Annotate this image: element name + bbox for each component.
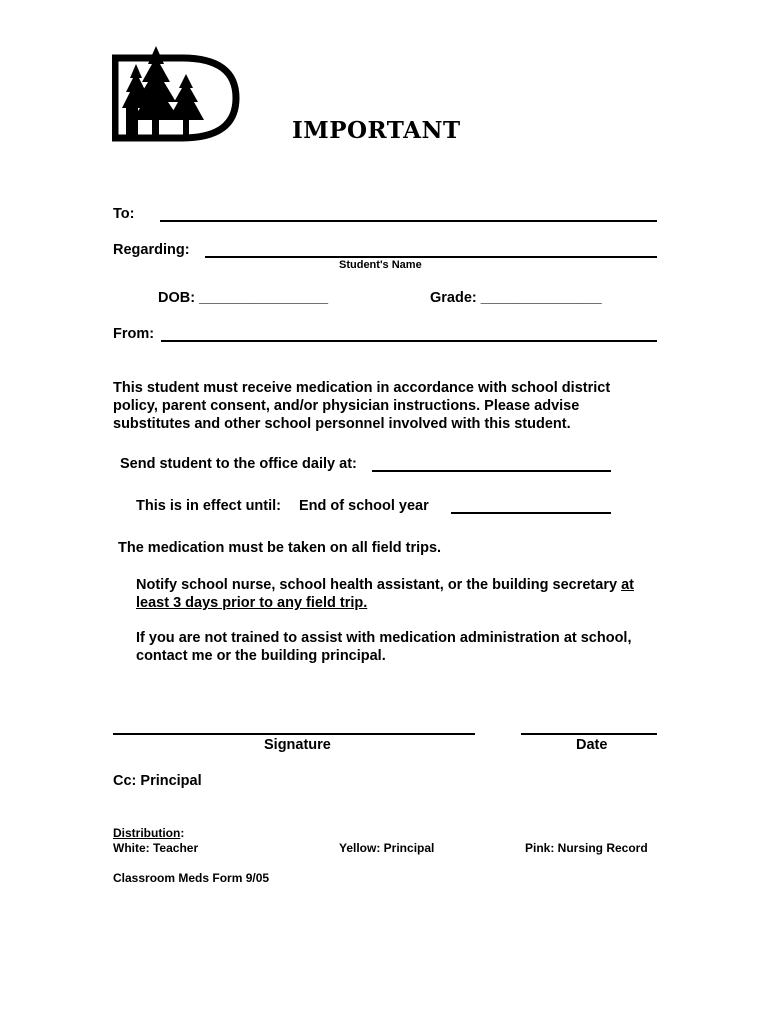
date-line[interactable] <box>521 733 657 735</box>
form-id: Classroom Meds Form 9/05 <box>113 871 270 885</box>
distribution-label-text: Distribution <box>113 826 181 840</box>
regarding-label: Regarding: <box>113 242 190 258</box>
trained-paragraph <box>136 629 632 665</box>
date-label: Date <box>576 737 608 753</box>
signature-line[interactable] <box>113 733 475 735</box>
notify-line-1-underlined: at <box>621 577 634 593</box>
distribution-label-colon: : <box>180 826 185 840</box>
trained-line-1: If you are not trained to assist with medication administration at school, <box>136 630 632 646</box>
to-label: To: <box>113 206 135 222</box>
field-trips-note: The medication must be taken on all field trips. <box>118 540 442 556</box>
effect-label: This is in effect until: <box>136 498 282 514</box>
cc-principal: Cc: Principal <box>113 773 202 789</box>
signature-label: Signature <box>264 737 331 753</box>
intro-line-2: policy, parent consent, and/or physician instructions. Please advise <box>113 398 580 414</box>
effect-value: End of school year <box>299 498 429 514</box>
regarding-line[interactable] <box>205 256 657 258</box>
student-name-caption: Student's Name <box>339 259 422 271</box>
effect-date-line[interactable] <box>451 512 611 514</box>
from-line[interactable] <box>161 340 657 342</box>
distribution-label <box>113 826 184 840</box>
distribution-white: White: Teacher <box>113 841 199 855</box>
intro-line-3: substitutes and other school personnel involved with this student. <box>113 416 571 432</box>
intro-paragraph <box>113 379 610 433</box>
dob-field[interactable]: DOB: ________________ <box>158 290 329 306</box>
notify-paragraph <box>136 576 634 612</box>
to-line[interactable] <box>160 220 657 222</box>
notify-line-2: least 3 days prior to any field trip. <box>136 595 368 611</box>
from-label: From: <box>113 326 155 342</box>
office-time-line[interactable] <box>372 470 611 472</box>
trained-line-2: contact me or the building principal. <box>136 648 386 664</box>
office-label: Send student to the office daily at: <box>120 456 357 472</box>
distribution-yellow: Yellow: Principal <box>339 841 435 855</box>
grade-field[interactable]: Grade: _______________ <box>430 290 602 306</box>
district-logo <box>112 44 240 142</box>
notify-line-1: Notify school nurse, school health assistant, or the building secretary <box>136 577 618 593</box>
page-title: IMPORTANT <box>292 117 461 144</box>
distribution-pink: Pink: Nursing Record <box>525 841 648 855</box>
intro-line-1: This student must receive medication in accordance with school district <box>113 380 611 396</box>
